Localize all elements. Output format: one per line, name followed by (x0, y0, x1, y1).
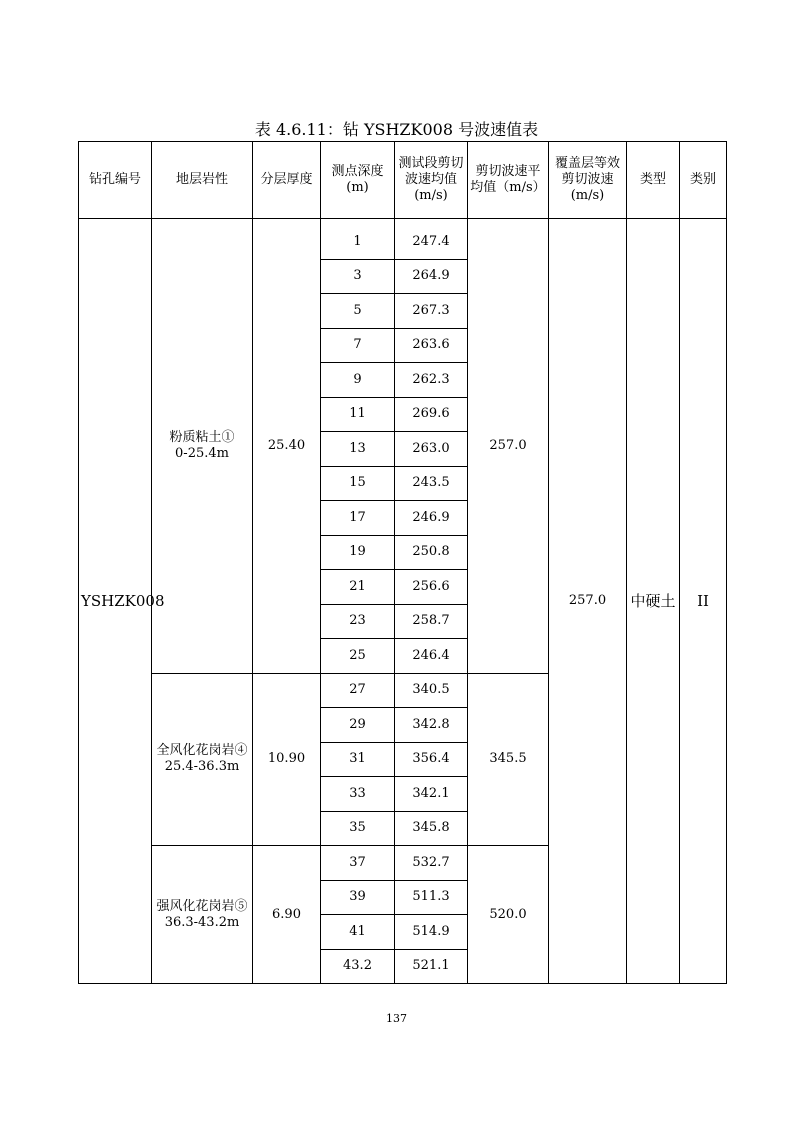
velocity-cell: 340.5 (395, 673, 468, 708)
page-number: 137 (386, 1012, 407, 1025)
site-class-cell: II (680, 219, 727, 984)
stratum-cell (152, 673, 253, 846)
depth-cell: 35 (321, 811, 395, 846)
velocity-cell: 263.6 (395, 328, 468, 363)
velocity-cell: 250.8 (395, 535, 468, 570)
velocity-cell: 267.3 (395, 294, 468, 329)
velocity-cell: 247.4 (395, 225, 468, 259)
depth-cell: 9 (321, 363, 395, 398)
stratum-name: 强风化花岗岩⑤ (156, 898, 248, 914)
velocity-cell: 243.5 (395, 466, 468, 501)
velocity-cell: 264.9 (395, 259, 468, 294)
header-stratum: 地层岩性 (152, 142, 253, 219)
depth-cell: 31 (321, 742, 395, 777)
depth-cell: 27 (321, 673, 395, 708)
velocity-cell: 246.9 (395, 501, 468, 536)
velocity-cell: 514.9 (395, 915, 468, 950)
stratum-cell (152, 219, 253, 674)
velocity-cell: 342.1 (395, 777, 468, 812)
depth-cell: 3 (321, 259, 395, 294)
mean-cell: 345.5 (468, 673, 549, 846)
stratum-name: 全风化花岗岩④ (156, 743, 248, 759)
velocity-cell: 342.8 (395, 708, 468, 743)
soil-type-cell: 中硬土 (627, 219, 680, 984)
borehole-cell: YSHZK008 (79, 219, 152, 984)
depth-cell: 43.2 (321, 949, 395, 984)
velocity-cell: 258.7 (395, 604, 468, 639)
depth-cell: 17 (321, 501, 395, 536)
velocity-cell: 345.8 (395, 811, 468, 846)
depth-cell: 21 (321, 570, 395, 605)
mean-cell: 257.0 (468, 219, 549, 674)
depth-cell: 39 (321, 880, 395, 915)
velocity-cell: 246.4 (395, 639, 468, 674)
header-category: 类别 (680, 142, 727, 219)
velocity-cell: 256.6 (395, 570, 468, 605)
thickness-cell: 6.90 (253, 846, 321, 984)
velocity-cell: 263.0 (395, 432, 468, 467)
velocity-cell: 356.4 (395, 742, 468, 777)
header-mean-velocity: 剪切波速平均值（m/s） (468, 142, 549, 219)
header-type: 类型 (627, 142, 680, 219)
depth-cell: 11 (321, 397, 395, 432)
depth-cell: 15 (321, 466, 395, 501)
depth-cell: 1 (321, 225, 395, 259)
depth-cell: 25 (321, 639, 395, 674)
equiv-velocity-cell: 257.0 (549, 219, 627, 984)
stratum-cell (152, 846, 253, 984)
table-caption: 表 4.6.11：钻 YSHZK008 号波速值表 (254, 120, 539, 139)
depth-cell: 19 (321, 535, 395, 570)
header-thickness: 分层厚度 (253, 142, 321, 219)
stratum-range: 0-25.4m (175, 445, 229, 461)
header-row (79, 142, 727, 219)
header-borehole: 钻孔编号 (79, 142, 152, 219)
wave-velocity-table (78, 141, 727, 984)
depth-cell: 33 (321, 777, 395, 812)
velocity-cell: 262.3 (395, 363, 468, 398)
depth-cell: 7 (321, 328, 395, 363)
velocity-cell: 521.1 (395, 949, 468, 984)
velocity-cell: 511.3 (395, 880, 468, 915)
mean-cell: 520.0 (468, 846, 549, 984)
stratum-name: 粉质粘土① (169, 429, 235, 445)
stratum-range: 36.3-43.2m (164, 914, 240, 930)
depth-cell: 5 (321, 294, 395, 329)
depth-cell: 23 (321, 604, 395, 639)
depth-cell: 29 (321, 708, 395, 743)
header-section-velocity: 测试段剪切波速均值 (m/s) (395, 142, 468, 219)
velocity-cell: 269.6 (395, 397, 468, 432)
depth-cell: 37 (321, 846, 395, 881)
depth-cell: 13 (321, 432, 395, 467)
thickness-cell: 10.90 (253, 673, 321, 846)
depth-cell: 41 (321, 915, 395, 950)
header-depth: 测点深度 (m) (321, 142, 395, 219)
velocity-cell: 532.7 (395, 846, 468, 881)
stratum-range: 25.4-36.3m (164, 759, 240, 775)
thickness-cell: 25.40 (253, 219, 321, 674)
header-equiv-velocity: 覆盖层等效剪切波速 (m/s) (549, 142, 627, 219)
